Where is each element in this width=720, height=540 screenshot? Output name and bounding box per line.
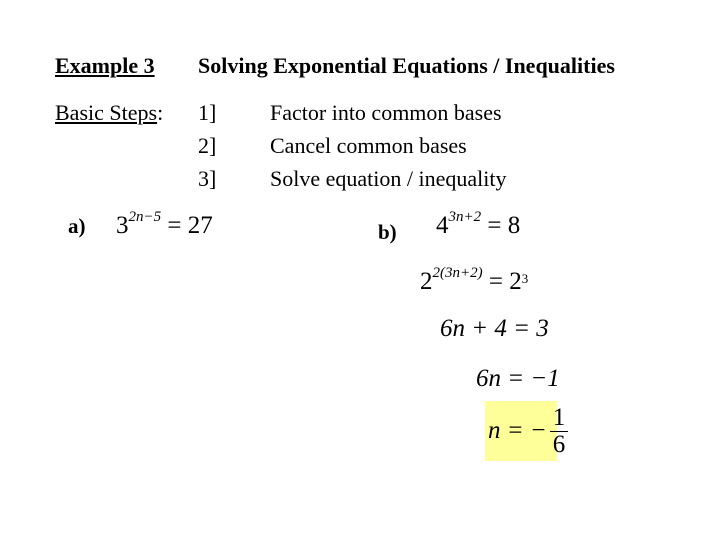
part-b-line-2-rhs-base: = 2 <box>488 268 522 295</box>
part-b-line-3: 6n + 4 = 3 <box>440 315 549 342</box>
part-b-line-1-exponent: 3n+2 <box>448 209 482 225</box>
part-a-equation <box>116 209 213 240</box>
page-title: Solving Exponential Equations / Inequalities <box>198 53 615 78</box>
part-b-label: b) <box>378 220 397 244</box>
example-label: Example 3 <box>55 53 155 78</box>
part-b-line-2-rhs-exponent: 3 <box>521 271 529 286</box>
part-b-line-2 <box>420 265 529 296</box>
part-a-base: 3 <box>116 212 129 239</box>
part-b-line-5 <box>488 403 568 459</box>
part-b-line-4: 6n = −1 <box>476 365 560 392</box>
part-a-label: a) <box>68 214 86 238</box>
part-a-rhs: = 27 <box>167 212 213 239</box>
answer-fraction <box>550 405 569 458</box>
part-b-answer-lhs: n = − <box>488 417 547 444</box>
part-b-line-1-base: 4 <box>436 212 449 239</box>
basic-steps-label: Basic Steps <box>55 100 158 125</box>
answer-highlight <box>485 401 566 461</box>
step-1-text: Factor into common bases <box>270 100 502 125</box>
part-b-line-2-base: 2 <box>420 268 433 295</box>
part-b-line-1-rhs: = 8 <box>487 212 521 239</box>
answer-denominator: 6 <box>552 430 566 458</box>
basic-steps-heading <box>55 100 163 126</box>
step-2-number: 2] <box>198 133 217 158</box>
step-1-number: 1] <box>198 100 217 125</box>
part-a-exponent: 2n−5 <box>128 209 162 225</box>
part-b-line-2-exponent: 2(3n+2) <box>432 265 483 281</box>
part-b-line-1 <box>436 209 521 240</box>
step-2-text: Cancel common bases <box>270 133 467 158</box>
step-3-text: Solve equation / inequality <box>270 166 507 191</box>
basic-steps-colon: : <box>157 100 164 125</box>
step-3-number: 3] <box>198 166 217 191</box>
answer-numerator: 1 <box>550 405 569 432</box>
